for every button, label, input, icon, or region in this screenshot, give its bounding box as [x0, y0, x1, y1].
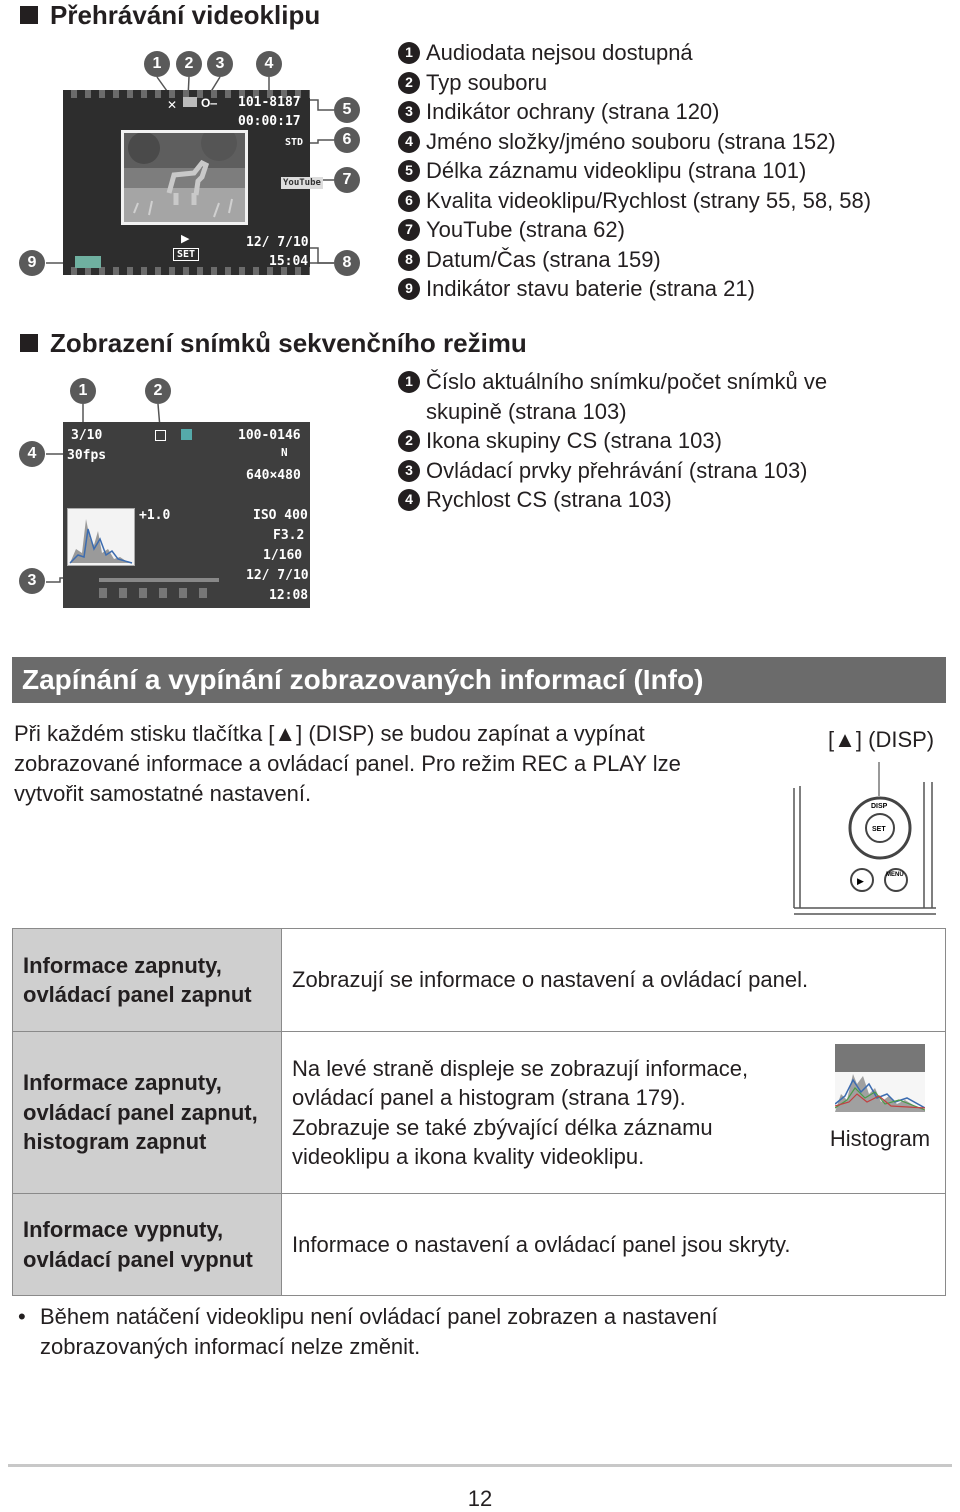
info-section-banner: Zapínání a vypínání zobrazovaných informací (Info): [12, 657, 946, 703]
legend-text: Rychlost CS (strana 103): [426, 487, 672, 512]
date-display: 12/ 7/10: [246, 568, 309, 583]
legend-text: Ikona skupiny CS (strana 103): [426, 428, 722, 453]
battery-icon: [75, 256, 101, 268]
legend-text: Indikátor ochrany (strana 120): [426, 99, 720, 124]
bullet-square-icon: [20, 334, 38, 352]
date-display: 12/ 7/10: [246, 235, 309, 250]
legend-text: Kvalita videoklipu/Rychlost (strany 55, 58, 58): [426, 187, 872, 213]
frame-counter: 3/10: [71, 428, 103, 443]
file-type-icon: [183, 97, 197, 107]
legend-text: Jméno složky/jméno souboru (strana 152): [426, 128, 836, 154]
legend-item: [398, 156, 871, 186]
callout-3: 3: [207, 51, 233, 77]
continuous-shot-screen: [63, 422, 310, 608]
mode-description: Na levé straně displeje se zobrazují informace, ovládací panel a histogram (strana 179). Zobrazuje se také zbývající délka záznamu videoklipu a ikona kvality videoklipu.: [292, 1055, 749, 1169]
info-mode-table: [12, 928, 946, 1296]
callout-1: 1: [144, 51, 170, 77]
recording-duration: 00:00:17: [238, 114, 301, 129]
play-button-icon: ▶: [857, 877, 864, 887]
disp-text: DISP: [871, 803, 888, 810]
video-thumbnail-frame: [121, 130, 248, 225]
callout-2: 2: [176, 51, 202, 77]
legend-number: 3: [398, 460, 420, 482]
playback-progress-bar: [99, 578, 219, 582]
legend-text: Indikátor stavu baterie (strana 21): [426, 276, 755, 301]
page-number: 12: [467, 1486, 493, 1511]
histogram-thumbnail: [67, 508, 135, 566]
histogram-graph: [68, 509, 134, 565]
legend-item: [398, 485, 938, 515]
callout-2: 2: [145, 378, 171, 404]
section-title-text: Přehrávání videoklipu: [50, 0, 321, 30]
legend-number: 5: [398, 160, 420, 182]
exposure-compensation: +1.0: [139, 508, 171, 523]
mode-label: Informace zapnuty, ovládací panel zapnut, histogram zapnut: [13, 1032, 282, 1194]
image-size: 640×480: [246, 468, 301, 483]
legend-text: Datum/Čas (strana 159): [426, 246, 661, 272]
legend-text: Číslo aktuálního snímku/počet snímků ve skupině (strana 103): [426, 369, 828, 424]
legend-item: [398, 127, 871, 157]
callout-8: 8: [334, 250, 360, 276]
playback-controls: [99, 588, 219, 598]
legend-text: Ovládací prvky přehrávání (strana 103): [426, 457, 808, 483]
histogram-image: [835, 1044, 925, 1112]
legend-item: [398, 186, 871, 216]
callout-6: 6: [334, 127, 360, 153]
quality-label: STD: [285, 137, 304, 148]
callout-4: 4: [19, 441, 45, 467]
time-display: 12:08: [269, 588, 309, 603]
legend-number: 2: [398, 72, 420, 94]
callout-4: 4: [256, 51, 282, 77]
legend-number: 4: [398, 489, 420, 511]
legend-number: 6: [398, 190, 420, 212]
table-row: [13, 929, 946, 1032]
callout-1: 1: [70, 378, 96, 404]
legend-number: 3: [398, 101, 420, 123]
legend-text: YouTube (strana 62): [426, 217, 625, 242]
legend-text: Typ souboru: [426, 69, 548, 95]
footer-divider: [8, 1464, 952, 1467]
legend-item: [398, 367, 938, 426]
folder-file-name: 101-8187: [238, 95, 301, 110]
video-playback-screen: [63, 90, 321, 275]
legend-number: 2: [398, 430, 420, 452]
set-button-label: SET: [173, 248, 199, 261]
aperture-value: F3.2: [273, 528, 305, 543]
table-row: [13, 1194, 946, 1296]
mode-description: Zobrazují se informace o nastavení a ovládací panel.: [282, 929, 946, 1032]
mode-description-cell: [282, 1032, 946, 1194]
legend-text: Audiodata nejsou dostupná: [426, 40, 693, 65]
legend-item: [398, 68, 871, 98]
note-text: Během natáčení videoklipu není ovládací panel zobrazen a nastavení zobrazovaných informací nelze změnit.: [40, 1304, 718, 1359]
mode-description: Informace o nastavení a ovládací panel jsou skryty.: [282, 1194, 946, 1296]
folder-file-name: 100-0146: [238, 428, 301, 443]
legend-number: 1: [398, 42, 420, 64]
legend-video-playback: [398, 38, 871, 304]
menu-text: MENU: [886, 872, 904, 878]
legend-item: [398, 274, 871, 304]
cs-speed: 30fps: [67, 448, 107, 463]
protect-icon: O‒: [201, 96, 218, 110]
table-row: [13, 1032, 946, 1194]
note-item: [18, 1302, 838, 1362]
callout-7: 7: [334, 167, 360, 193]
legend-number: 8: [398, 249, 420, 271]
cs-group-icon: [155, 430, 166, 441]
legend-item: [398, 215, 871, 245]
mode-label: Informace vypnuty, ovládací panel vypnut: [13, 1194, 282, 1296]
histogram-caption: Histogram: [829, 1125, 931, 1151]
legend-item: [398, 245, 871, 275]
quality-mode: N: [281, 446, 288, 459]
histogram-figure: [825, 1044, 935, 1153]
set-text: SET: [872, 826, 886, 833]
callout-5: 5: [334, 97, 360, 123]
legend-continuous-shots: [398, 367, 938, 515]
section-title-text: Zobrazení snímků sekvenčního režimu: [50, 327, 527, 358]
youtube-label: YouTube: [283, 178, 321, 188]
playback-mode-icon: [181, 429, 192, 440]
time-display: 15:04: [269, 254, 309, 269]
legend-number: 7: [398, 219, 420, 241]
shutter-speed: 1/160: [263, 548, 303, 563]
play-icon: ▶: [181, 233, 190, 245]
audio-unavailable-icon: ✕: [167, 98, 178, 112]
legend-number: 4: [398, 131, 420, 153]
legend-item: [398, 426, 938, 456]
legend-number: 1: [398, 371, 420, 393]
legend-item: [398, 97, 871, 127]
legend-text: Délka záznamu videoklipu (strana 101): [426, 158, 807, 183]
callout-3: 3: [19, 568, 45, 594]
bullet-icon: •: [18, 1304, 26, 1329]
legend-item: [398, 456, 938, 486]
info-paragraph: Při každém stisku tlačítka [▲] (DISP) se budou zapínat a vypínat zobrazované informace a ovládací panel. Pro režim REC a PLAY lze vytvořit samostatné nastavení.: [14, 721, 681, 806]
deer-photo-image: [124, 133, 245, 222]
disp-button-label: [▲] (DISP): [828, 727, 935, 752]
legend-number: 9: [398, 278, 420, 300]
callout-9: 9: [19, 250, 45, 276]
mode-label: Informace zapnuty, ovládací panel zapnut: [13, 929, 282, 1032]
iso-value: ISO 400: [253, 508, 308, 523]
legend-item: [398, 38, 871, 68]
section-title-continuous-shots: [20, 328, 527, 358]
camera-buttons-illustration: [786, 758, 936, 918]
